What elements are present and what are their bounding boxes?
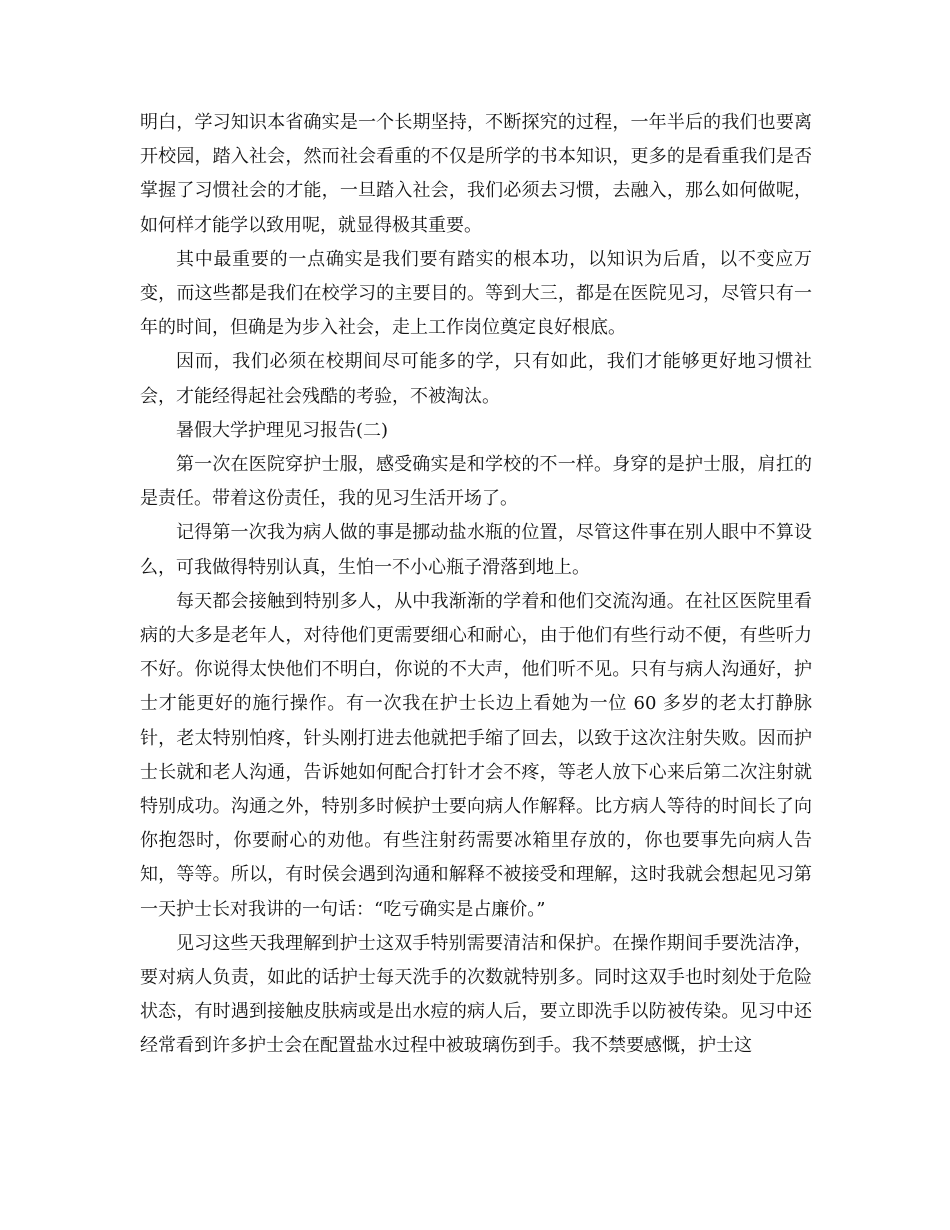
section-heading: 暑假大学护理见习报告(二) <box>176 419 389 441</box>
paragraph: 明白，学习知识本省确实是一个长期坚持，不断探究的过程，一年半后的我们也要离开校园，踏入社会，然而社会看重的不仅是所学的书本知识，更多的是看重我们是否掌握了习惯社会的才能，一旦踏入社会，我们必须去习惯，去融入，那么如何做呢，如何样才能学以致用呢，就显得极其重要。 <box>140 112 812 236</box>
paragraph: 其中最重要的一点确实是我们要有踏实的根本功，以知识为后盾，以不变应万变，而这些都是我们在校学习的主要目的。等到大三，都是在医院见习，尽管只有一年的时间，但确是为步入社会，走上工作岗位奠定良好根底。 <box>140 248 812 339</box>
paragraph: 第一次在医院穿护士服，感受确实是和学校的不一样。身穿的是护士服，肩扛的是责任。带着这份责任，我的见习生活开场了。 <box>140 454 812 510</box>
paragraph: 记得第一次我为病人做的事是挪动盐水瓶的位置，尽管这件事在别人眼中不算设么，可我做得特别认真，生怕一不小心瓶子滑落到地上。 <box>140 522 812 578</box>
paragraph: 每天都会接触到特别多人，从中我渐渐的学着和他们交流沟通。在社区医院里看病的大多是老年人，对待他们更需要细心和耐心，由于他们有些行动不便，有些听力不好。你说得太快他们不明白，你说的不大声，他们听不见。只有与病人沟通好，护士才能更好的施行操作。有一次我在护士长边上看她为一位 60 多岁的老太打静脉针，老太特别怕疼，针头刚打进去他就把手缩了回去，以致于这次注射失败。因而护士长就和老人沟通，告诉她如何配合打针才会不疼，等老人放下心来后第二次注射就特别成功。沟通之外，特别多时候护士要向病人作解释。比方病人等待的时间长了向你抱怨时，你要耐心的劝他。有些注射药需要冰箱里存放的，你也要事先向病人告知，等等。所以，有时侯会遇到沟通和解释不被接受和理解，这时我就会想起见习第一天护士长对我讲的一句话：“吃亏确实是占廉价。” <box>140 590 812 920</box>
paragraph: 见习这些天我理解到护士这双手特别需要清洁和保护。在操作期间手要洗洁净，要对病人负责，如此的话护士每天洗手的次数就特别多。同时这双手也时刻处于危险状态，有时遇到接触皮肤病或是出水痘的病人后，要立即洗手以防被传染。见习中还经常看到许多护士会在配置盐水过程中被玻璃伤到手。我不禁要感慨，护士这 <box>140 932 812 1057</box>
document-body <box>140 106 812 1064</box>
paragraph: 因而，我们必须在校期间尽可能多的学，只有如此，我们才能够更好地习惯社会，才能经得起社会残酷的考验，不被淘汰。 <box>140 351 812 407</box>
